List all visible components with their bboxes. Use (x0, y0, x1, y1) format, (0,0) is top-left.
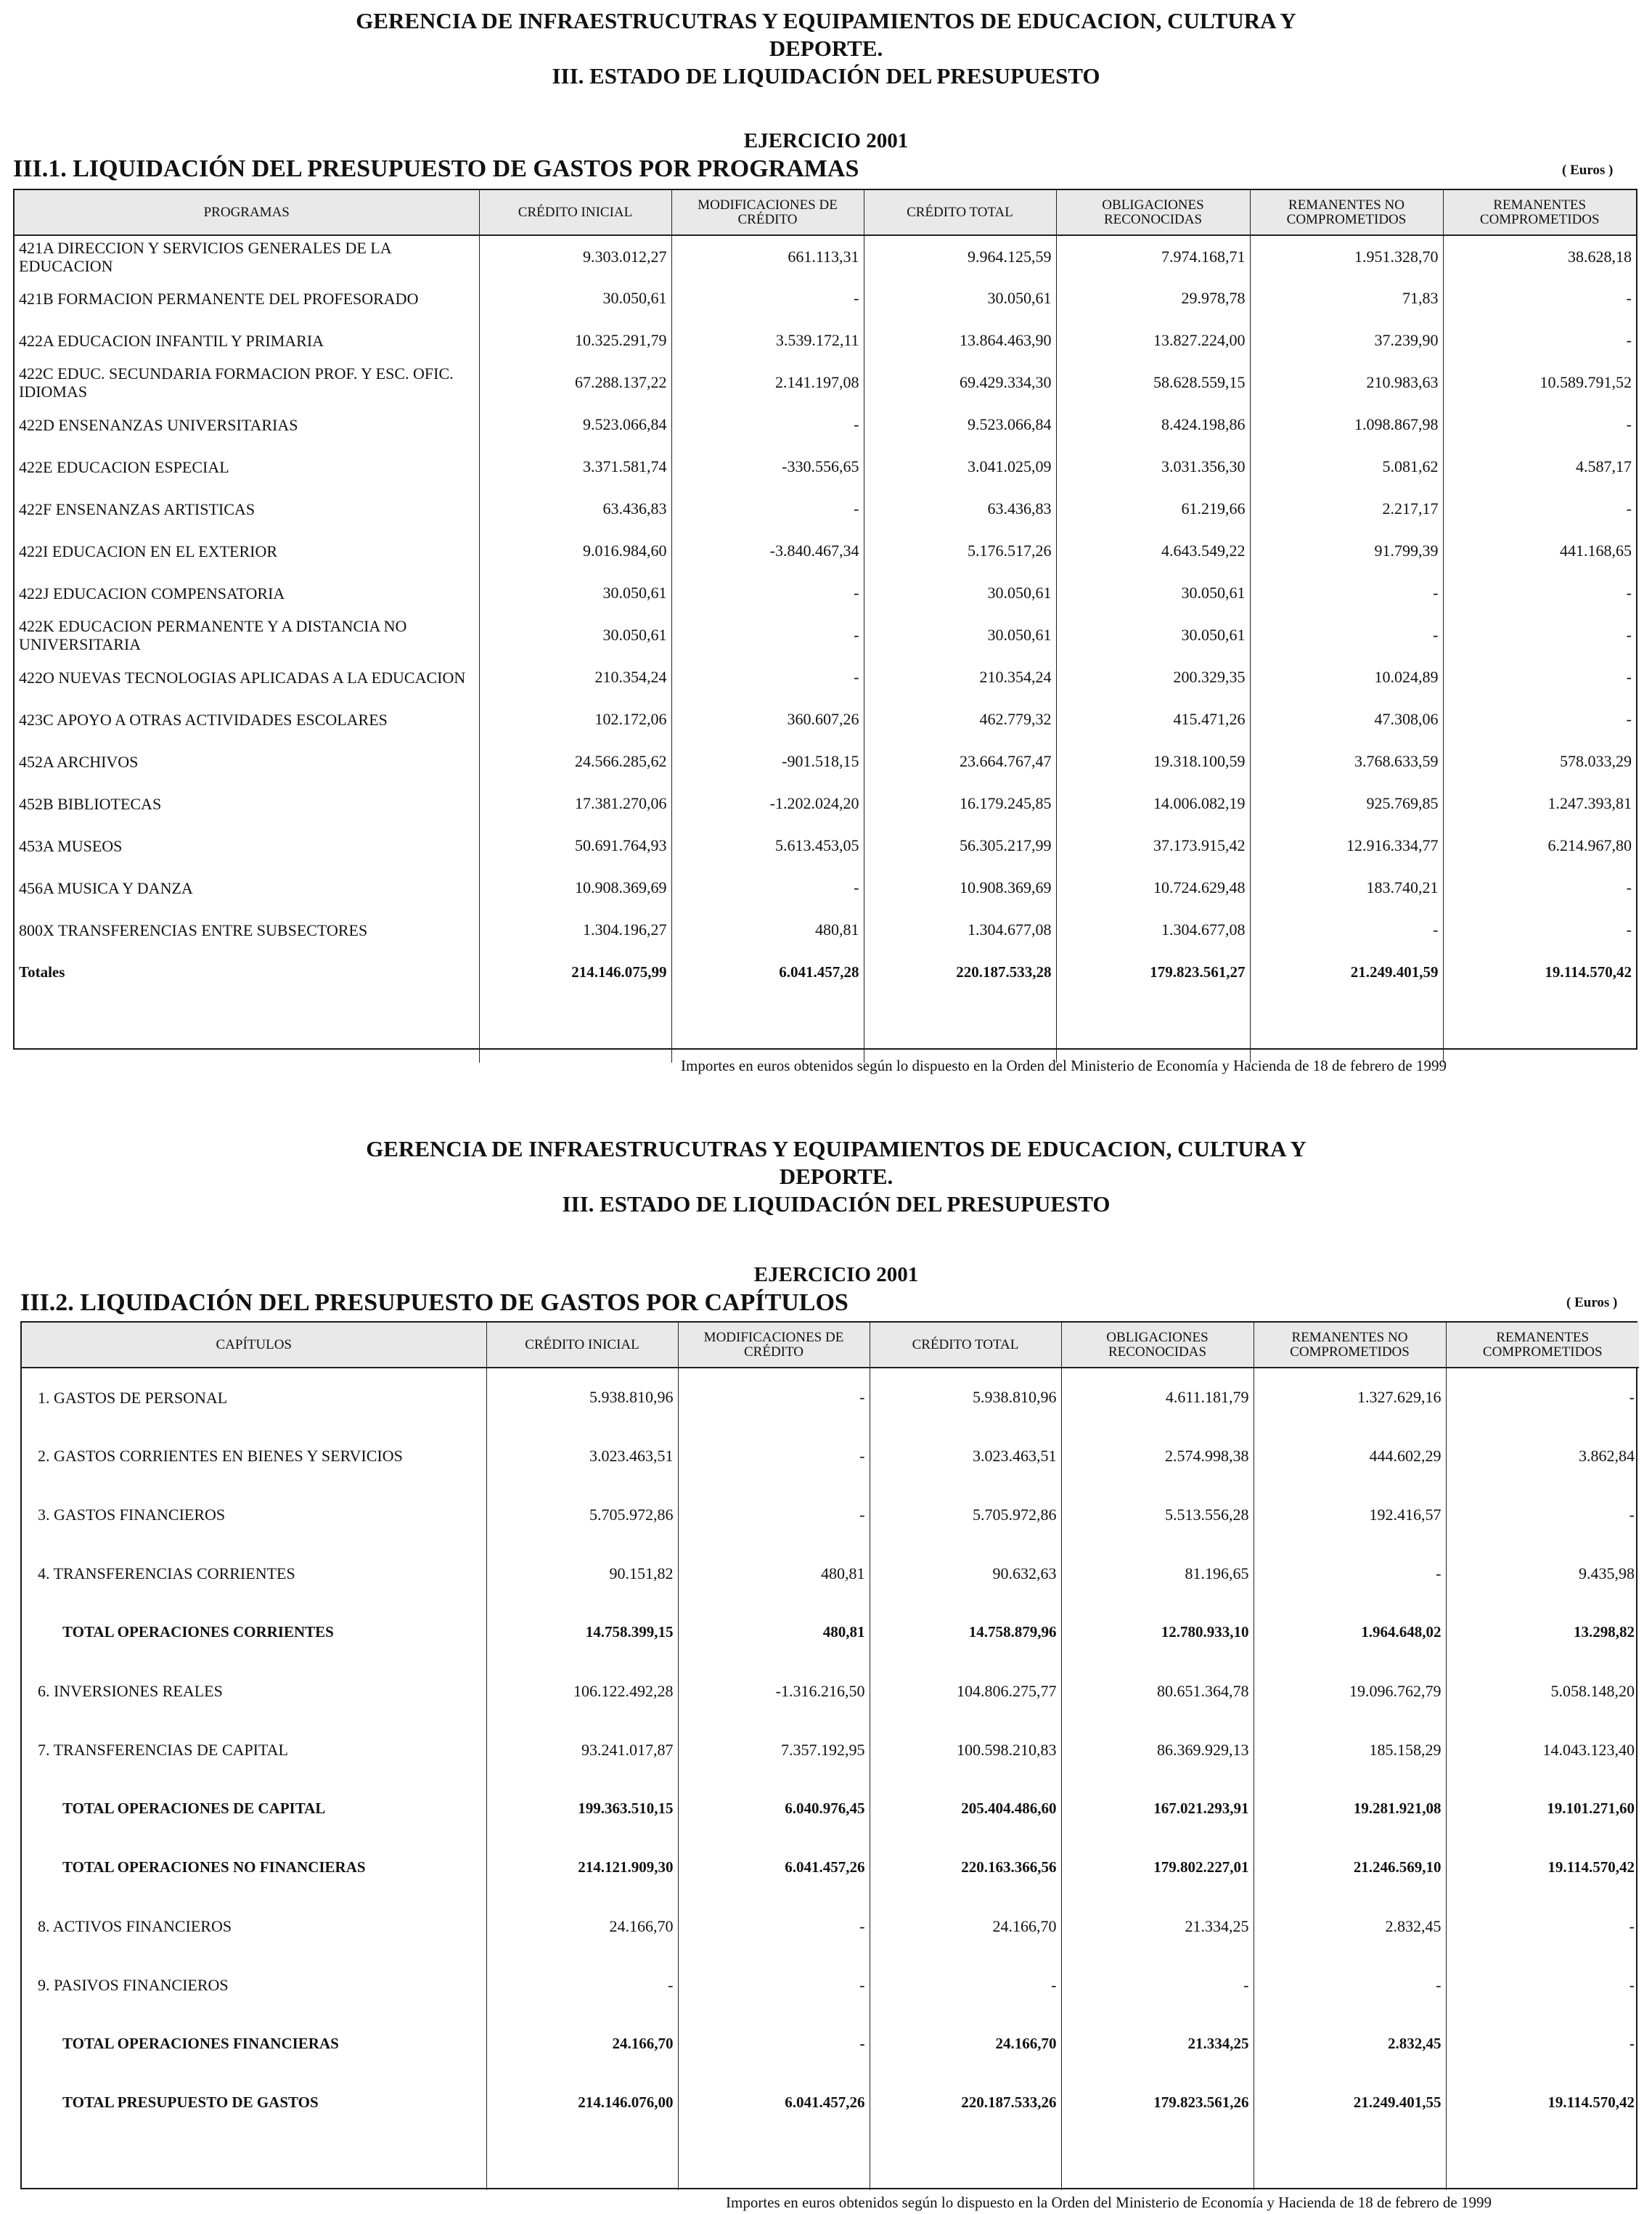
row-label: 7. TRANSFERENCIAS DE CAPITAL (22, 1720, 486, 1779)
cell-inicial: 102.172,06 (479, 698, 671, 740)
empty-cell (22, 2132, 486, 2190)
table-row (15, 740, 1636, 783)
cell-oblig: 10.724.629,48 (1056, 867, 1250, 909)
page2-header-line1: GERENCIA DE INFRAESTRUCUTRAS Y EQUIPAMIENTOS DE EDUCACION, CULTURA Y (366, 1136, 1307, 1161)
cell-rem-no: - (1250, 614, 1443, 656)
cell-total: 210.354,24 (864, 656, 1056, 698)
cell-rem-no: 183.740,21 (1250, 867, 1443, 909)
col-header-remanentes-no: REMANENTES NO COMPROMETIDOS (1254, 1323, 1446, 1368)
cell-oblig: 58.628.559,15 (1056, 361, 1250, 404)
total-row (22, 2073, 1639, 2132)
cell-inicial: 106.122.492,28 (486, 1662, 678, 1720)
table-row (22, 1720, 1639, 1779)
cell-rem-no: 19.096.762,79 (1254, 1662, 1446, 1720)
cell-modif: - (671, 572, 864, 614)
cell-total: 23.664.767,47 (864, 740, 1056, 783)
cell-oblig: 179.802.227,01 (1061, 1838, 1254, 1897)
cell-inicial: 9.016.984,60 (479, 530, 671, 572)
table-row (15, 572, 1636, 614)
table-row (15, 909, 1636, 951)
page2-ejercicio: EJERCICIO 2001 (753, 1263, 919, 1286)
cell-oblig: 21.334,25 (1061, 1897, 1254, 1956)
cell-modif: 6.041.457,26 (678, 1838, 870, 1897)
cell-rem-comp: 4.587,17 (1576, 457, 1632, 475)
cell-inicial: 10.325.291,79 (479, 319, 671, 361)
cell-modif: 360.607,26 (671, 698, 864, 740)
cell-rem-comp: - (1629, 1388, 1635, 1406)
cell-modif: - (671, 488, 864, 530)
cell-rem-comp: - (1629, 2035, 1635, 2052)
col-header-modificaciones: MODIFICACIONES DE CRÉDITO (671, 190, 864, 235)
cell-total: 205.404.486,60 (870, 1779, 1061, 1838)
cell-rem-no: 925.769,85 (1250, 783, 1443, 825)
cell-inicial: 90.151,82 (486, 1544, 678, 1603)
row-label: 422J EDUCACION COMPENSATORIA (15, 572, 479, 614)
cell-inicial: 24.166,70 (486, 2014, 678, 2073)
page2-section-title: III.2. LIQUIDACIÓN DEL PRESUPUESTO DE GASTOS POR CAPÍTULOS (20, 1289, 849, 1316)
table-row (15, 404, 1636, 446)
cell-rem-no: - (1250, 909, 1443, 951)
col-header-credito-inicial: CRÉDITO INICIAL (479, 190, 671, 235)
cell-inicial: 1.304.196,27 (479, 909, 671, 951)
cell-rem-comp: - (1626, 331, 1632, 349)
cell-total: 3.023.463,51 (870, 1426, 1061, 1485)
cell-modif: 2.141.197,08 (671, 361, 864, 404)
table-row (15, 698, 1636, 740)
cell-rem-comp: 578.033,29 (1560, 752, 1632, 770)
cell-rem-no: 47.308,06 (1250, 698, 1443, 740)
cell-rem-comp: 441.168,65 (1560, 542, 1632, 560)
cell-rem-no: 19.281.921,08 (1254, 1779, 1446, 1838)
cell-modif: - (678, 1368, 870, 1426)
row-label: 422O NUEVAS TECNOLOGIAS APLICADAS A LA EDUCACION (15, 656, 479, 698)
cell-rem-no: 210.983,63 (1250, 361, 1443, 404)
cell-oblig: 30.050,61 (1056, 572, 1250, 614)
cell-rem-comp: 13.298,82 (1574, 1623, 1635, 1641)
cell-modif: - (671, 277, 864, 319)
empty-cell (1061, 2132, 1254, 2190)
cell-modif: 6.041.457,26 (678, 2073, 870, 2132)
row-label: TOTAL OPERACIONES NO FINANCIERAS (22, 1838, 486, 1897)
page1-units: ( Euros ) (1562, 163, 1614, 178)
cell-oblig: 8.424.198,86 (1056, 404, 1250, 446)
page2-header-line3: III. ESTADO DE LIQUIDACIÓN DEL PRESUPUESTO (562, 1191, 1111, 1217)
total-row (22, 1779, 1639, 1838)
row-label: 6. INVERSIONES REALES (22, 1662, 486, 1720)
cell-rem-no: 21.246.569,10 (1254, 1838, 1446, 1897)
page2-footnote: Importes en euros obtenidos según lo dispuesto en la Orden del Ministerio de Economía y Hacienda de 18 de febrero de 1999 (726, 2194, 1492, 2211)
cell-total: 24.166,70 (870, 2014, 1061, 2073)
cell-rem-no: 192.416,57 (1254, 1485, 1446, 1544)
cell-total: 56.305.217,99 (864, 825, 1056, 867)
cell-modif: - (678, 1956, 870, 2014)
cell-inicial: 30.050,61 (479, 572, 671, 614)
table-row (22, 1485, 1639, 1544)
cell-rem-comp: 9.435,98 (1579, 1564, 1635, 1582)
cell-inicial: 17.381.270,06 (479, 783, 671, 825)
col-header-credito-total: CRÉDITO TOTAL (870, 1323, 1061, 1368)
cell-inicial: 5.938.810,96 (486, 1368, 678, 1426)
cell-oblig: 5.513.556,28 (1061, 1485, 1254, 1544)
cell-rem-no: 37.239,90 (1250, 319, 1443, 361)
cell-rem-no: 21.249.401,55 (1254, 2073, 1446, 2132)
table-row (15, 783, 1636, 825)
table-row (15, 446, 1636, 488)
col-header-modificaciones: MODIFICACIONES DE CRÉDITO (678, 1323, 870, 1368)
row-label: TOTAL OPERACIONES CORRIENTES (22, 1603, 486, 1662)
cell-rem-comp: 10.589.791,52 (1539, 373, 1632, 391)
col-header-credito-total: CRÉDITO TOTAL (864, 190, 1056, 235)
cell-rem-comp: - (1626, 415, 1632, 433)
cell-inicial: 3.023.463,51 (486, 1426, 678, 1485)
page1-header (0, 7, 1652, 90)
cell-oblig: 415.471,26 (1056, 698, 1250, 740)
table-row (22, 1662, 1639, 1720)
cell-oblig: 4.643.549,22 (1056, 530, 1250, 572)
cell-rem-no: - (1254, 1544, 1446, 1603)
cell-oblig: 86.369.929,13 (1061, 1720, 1254, 1779)
table-spacer-row (22, 2132, 1639, 2190)
cell-rem-comp: - (1626, 499, 1632, 518)
cell-modif: - (678, 1897, 870, 1956)
cell-inicial: 10.908.369,69 (479, 867, 671, 909)
row-label: TOTAL PRESUPUESTO DE GASTOS (22, 2073, 486, 2132)
empty-cell (1443, 993, 1636, 1063)
empty-cell (1056, 993, 1250, 1063)
row-label: 422C EDUC. SECUNDARIA FORMACION PROF. Y ESC. OFIC. IDIOMAS (15, 361, 479, 404)
row-label: 422A EDUCACION INFANTIL Y PRIMARIA (15, 319, 479, 361)
cell-rem-comp: 19.114.570,42 (1547, 1858, 1635, 1876)
cell-oblig: 29.978,78 (1056, 277, 1250, 319)
cell-oblig: 14.006.082,19 (1056, 783, 1250, 825)
total-row (22, 1603, 1639, 1662)
cell-total: 462.779,32 (864, 698, 1056, 740)
cell-modif: -330.556,65 (671, 446, 864, 488)
cell-total: 90.632,63 (870, 1544, 1061, 1603)
cell-total: 30.050,61 (864, 277, 1056, 319)
cell-rem-comp: 19.114.570,42 (1547, 2094, 1635, 2111)
cell-rem-comp: - (1629, 1975, 1635, 1994)
cell-rem-comp: 14.043.123,40 (1542, 1740, 1635, 1759)
total-row (22, 2014, 1639, 2073)
row-label: 800X TRANSFERENCIAS ENTRE SUBSECTORES (15, 909, 479, 951)
row-label: 453A MUSEOS (15, 825, 479, 867)
cell-oblig: 4.611.181,79 (1061, 1368, 1254, 1426)
cell-rem-no: - (1250, 572, 1443, 614)
cell-modif: 661.113,31 (671, 235, 864, 277)
cell-oblig: 2.574.998,38 (1061, 1426, 1254, 1485)
cell-inicial: 50.691.764,93 (479, 825, 671, 867)
empty-cell (1250, 993, 1443, 1063)
table-row (22, 1426, 1639, 1485)
cell-inicial: 9.303.012,27 (479, 235, 671, 277)
cell-rem-no: 21.249.401,59 (1250, 951, 1443, 993)
page1-header-line2: DEPORTE. (769, 36, 883, 61)
cell-oblig: 19.318.100,59 (1056, 740, 1250, 783)
table-row (15, 530, 1636, 572)
cell-oblig: 200.329,35 (1056, 656, 1250, 698)
page2-units: ( Euros ) (1566, 1295, 1618, 1310)
cell-rem-no: 2.832,45 (1254, 2014, 1446, 2073)
cell-rem-no: 10.024,89 (1250, 656, 1443, 698)
cell-oblig: 7.974.168,71 (1056, 235, 1250, 277)
cell-total: 220.187.533,28 (864, 951, 1056, 993)
table-row (15, 361, 1636, 404)
cell-inicial: 214.146.076,00 (486, 2073, 678, 2132)
cell-oblig: 30.050,61 (1056, 614, 1250, 656)
table-row (15, 488, 1636, 530)
cell-inicial: 67.288.137,22 (479, 361, 671, 404)
row-label: TOTAL OPERACIONES DE CAPITAL (22, 1779, 486, 1838)
cell-rem-no: 185.158,29 (1254, 1720, 1446, 1779)
table-row (15, 319, 1636, 361)
cell-rem-comp: - (1629, 1916, 1635, 1935)
cell-inicial: 214.121.909,30 (486, 1838, 678, 1897)
cell-total: 3.041.025,09 (864, 446, 1056, 488)
table-header-row (22, 1323, 1639, 1368)
cell-modif: - (678, 1485, 870, 1544)
cell-rem-comp: 5.058.148,20 (1550, 1681, 1635, 1700)
cell-modif: - (678, 1426, 870, 1485)
cell-inicial: 199.363.510,15 (486, 1779, 678, 1838)
cell-oblig: 167.021.293,91 (1061, 1779, 1254, 1838)
cell-total: 9.523.066,84 (864, 404, 1056, 446)
cell-oblig: 81.196,65 (1061, 1544, 1254, 1603)
cell-oblig: 179.823.561,26 (1061, 2073, 1254, 2132)
cell-total: 14.758.879,96 (870, 1603, 1061, 1662)
col-header-obligaciones: OBLIGACIONES RECONOCIDAS (1061, 1323, 1254, 1368)
cell-inicial: 30.050,61 (479, 277, 671, 319)
cell-rem-no: 444.602,29 (1254, 1426, 1446, 1485)
cell-modif: -3.840.467,34 (671, 530, 864, 572)
cell-total: 63.436,83 (864, 488, 1056, 530)
cell-rem-no: 3.768.633,59 (1250, 740, 1443, 783)
cell-total: 13.864.463,90 (864, 319, 1056, 361)
col-header-remanentes-comp: REMANENTES COMPROMETIDOS (1443, 190, 1636, 235)
table-row (22, 1368, 1639, 1426)
col-header-obligaciones: OBLIGACIONES RECONOCIDAS (1056, 190, 1250, 235)
cell-rem-no: 1.951.328,70 (1250, 235, 1443, 277)
row-label: 422K EDUCACION PERMANENTE Y A DISTANCIA NO UNIVERSITARIA (15, 614, 479, 656)
col-header-programas: PROGRAMAS (15, 190, 479, 235)
cell-rem-comp: 19.114.570,42 (1545, 963, 1632, 981)
cell-rem-no: 1.098.867,98 (1250, 404, 1443, 446)
cell-total: 69.429.334,30 (864, 361, 1056, 404)
cell-total: 30.050,61 (864, 614, 1056, 656)
col-header-capitulos: CAPÍTULOS (22, 1323, 486, 1368)
empty-cell (486, 2132, 678, 2190)
cell-modif: -1.202.024,20 (671, 783, 864, 825)
cell-total: 220.187.533,26 (870, 2073, 1061, 2132)
cell-rem-comp: - (1626, 878, 1632, 896)
cell-inicial: 3.371.581,74 (479, 446, 671, 488)
cell-total: 16.179.245,85 (864, 783, 1056, 825)
empty-cell (1446, 2132, 1639, 2190)
cell-rem-comp: 1.247.393,81 (1547, 794, 1632, 812)
row-label: TOTAL OPERACIONES FINANCIERAS (22, 2014, 486, 2073)
cell-oblig: 3.031.356,30 (1056, 446, 1250, 488)
row-label: 9. PASIVOS FINANCIEROS (22, 1956, 486, 2014)
row-label: 4. TRANSFERENCIAS CORRIENTES (22, 1544, 486, 1603)
page1-header-line3: III. ESTADO DE LIQUIDACIÓN DEL PRESUPUESTO (552, 63, 1100, 89)
cell-total: 5.705.972,86 (870, 1485, 1061, 1544)
table-row (15, 867, 1636, 909)
cell-oblig: 12.780.933,10 (1061, 1603, 1254, 1662)
cell-rem-comp: - (1626, 626, 1632, 644)
empty-cell (479, 993, 671, 1063)
cell-total: 5.176.517,26 (864, 530, 1056, 572)
cell-modif: -1.316.216,50 (678, 1662, 870, 1720)
cell-oblig: 61.219,66 (1056, 488, 1250, 530)
cell-modif: 6.040.976,45 (678, 1779, 870, 1838)
cell-modif: - (671, 867, 864, 909)
cell-inicial: - (486, 1956, 678, 2014)
empty-cell (678, 2132, 870, 2190)
cell-rem-no: 1.327.629,16 (1254, 1368, 1446, 1426)
cell-oblig: 1.304.677,08 (1056, 909, 1250, 951)
cell-modif: 3.539.172,11 (671, 319, 864, 361)
empty-cell (1254, 2132, 1446, 2190)
cell-total: 104.806.275,77 (870, 1662, 1061, 1720)
cell-modif: - (671, 404, 864, 446)
cell-total: 1.304.677,08 (864, 909, 1056, 951)
empty-cell (671, 993, 864, 1063)
page1-section-title: III.1. LIQUIDACIÓN DEL PRESUPUESTO DE GASTOS POR PROGRAMAS (13, 155, 859, 182)
cell-rem-comp: - (1626, 920, 1632, 939)
table-row (22, 1956, 1639, 2014)
cell-modif: 480,81 (678, 1544, 870, 1603)
cell-modif: 480,81 (671, 909, 864, 951)
cell-total: 220.163.366,56 (870, 1838, 1061, 1897)
cell-inicial: 30.050,61 (479, 614, 671, 656)
table-row (22, 1544, 1639, 1603)
cell-total: - (870, 1956, 1061, 2014)
cell-rem-comp: 38.628,18 (1568, 247, 1632, 266)
cell-total: 100.598.210,83 (870, 1720, 1061, 1779)
cell-inicial: 214.146.075,99 (479, 951, 671, 993)
page1-footnote: Importes en euros obtenidos según lo dispuesto en la Orden del Ministerio de Economía y Hacienda de 18 de febrero de 1999 (681, 1057, 1447, 1074)
cell-rem-no: 12.916.334,77 (1250, 825, 1443, 867)
table-row (15, 614, 1636, 656)
col-header-remanentes-no: REMANENTES NO COMPROMETIDOS (1250, 190, 1443, 235)
cell-modif: 480,81 (678, 1603, 870, 1662)
cell-oblig: 21.334,25 (1061, 2014, 1254, 2073)
row-label: 423C APOYO A OTRAS ACTIVIDADES ESCOLARES (15, 698, 479, 740)
capitulos-table (20, 1321, 1637, 2189)
cell-inicial: 24.166,70 (486, 1897, 678, 1956)
cell-rem-comp: - (1626, 710, 1632, 728)
table-row (15, 277, 1636, 319)
row-label: 3. GASTOS FINANCIEROS (22, 1485, 486, 1544)
cell-modif: - (678, 2014, 870, 2073)
cell-inicial: 9.523.066,84 (479, 404, 671, 446)
cell-rem-no: - (1254, 1956, 1446, 2014)
page2-header (0, 1135, 1652, 1218)
cell-rem-no: 2.217,17 (1250, 488, 1443, 530)
row-label: 8. ACTIVOS FINANCIEROS (22, 1897, 486, 1956)
cell-oblig: 80.651.364,78 (1061, 1662, 1254, 1720)
col-header-remanentes-comp: REMANENTES COMPROMETIDOS (1446, 1323, 1639, 1368)
total-row (22, 1838, 1639, 1897)
table-row (22, 1897, 1639, 1956)
row-label: 456A MUSICA Y DANZA (15, 867, 479, 909)
cell-rem-comp: 6.214.967,80 (1547, 836, 1632, 854)
cell-inicial: 24.566.285,62 (479, 740, 671, 783)
cell-modif: -901.518,15 (671, 740, 864, 783)
cell-rem-comp: - (1626, 668, 1632, 686)
cell-rem-comp: 19.101.271,60 (1547, 1800, 1635, 1817)
page2-header-line2: DEPORTE. (779, 1164, 894, 1189)
cell-modif: 5.613.453,05 (671, 825, 864, 867)
page1-header-line1: GERENCIA DE INFRAESTRUCUTRAS Y EQUIPAMIENTOS DE EDUCACION, CULTURA Y (356, 8, 1296, 33)
row-label: 422F ENSENANZAS ARTISTICAS (15, 488, 479, 530)
row-label: 421A DIRECCION Y SERVICIOS GENERALES DE LA EDUCACION (15, 235, 479, 277)
empty-cell (15, 993, 479, 1063)
cell-modif: 6.041.457,28 (671, 951, 864, 993)
cell-oblig: 179.823.561,27 (1056, 951, 1250, 993)
cell-inicial: 210.354,24 (479, 656, 671, 698)
col-header-credito-inicial: CRÉDITO INICIAL (486, 1323, 678, 1368)
cell-rem-no: 91.799,39 (1250, 530, 1443, 572)
cell-rem-no: 71,83 (1250, 277, 1443, 319)
cell-inicial: 14.758.399,15 (486, 1603, 678, 1662)
cell-rem-comp: - (1626, 584, 1632, 602)
row-label: 422I EDUCACION EN EL EXTERIOR (15, 530, 479, 572)
programas-table (13, 189, 1637, 1050)
cell-rem-no: 5.081,62 (1250, 446, 1443, 488)
table-row (15, 825, 1636, 867)
cell-modif: - (671, 614, 864, 656)
row-label: 1. GASTOS DE PERSONAL (22, 1368, 486, 1426)
page1-ejercicio: EJERCICIO 2001 (743, 129, 909, 152)
cell-rem-no: 1.964.648,02 (1254, 1603, 1446, 1662)
row-label: 2. GASTOS CORRIENTES EN BIENES Y SERVICIOS (22, 1426, 486, 1485)
cell-modif: - (671, 656, 864, 698)
cell-total: 5.938.810,96 (870, 1368, 1061, 1426)
cell-total: 10.908.369,69 (864, 867, 1056, 909)
table-header-row (15, 190, 1636, 235)
cell-inicial: 93.241.017,87 (486, 1720, 678, 1779)
row-label: 421B FORMACION PERMANENTE DEL PROFESORADO (15, 277, 479, 319)
table-row (15, 656, 1636, 698)
empty-cell (870, 2132, 1061, 2190)
cell-inicial: 5.705.972,86 (486, 1485, 678, 1544)
row-label: 452A ARCHIVOS (15, 740, 479, 783)
cell-total: 9.964.125,59 (864, 235, 1056, 277)
cell-rem-no: 2.832,45 (1254, 1897, 1446, 1956)
table-spacer-row (15, 993, 1636, 1063)
cell-oblig: - (1061, 1956, 1254, 2014)
empty-cell (864, 993, 1056, 1063)
cell-total: 30.050,61 (864, 572, 1056, 614)
table-row (15, 235, 1636, 277)
cell-oblig: 37.173.915,42 (1056, 825, 1250, 867)
cell-inicial: 63.436,83 (479, 488, 671, 530)
total-row (15, 951, 1636, 993)
cell-rem-comp: - (1629, 1505, 1635, 1524)
cell-modif: 7.357.192,95 (678, 1720, 870, 1779)
cell-rem-comp: - (1626, 289, 1632, 307)
row-label: 452B BIBLIOTECAS (15, 783, 479, 825)
row-label: Totales (15, 951, 479, 993)
cell-rem-comp: 3.862,84 (1579, 1446, 1635, 1465)
cell-total: 24.166,70 (870, 1897, 1061, 1956)
row-label: 422E EDUCACION ESPECIAL (15, 446, 479, 488)
cell-oblig: 13.827.224,00 (1056, 319, 1250, 361)
row-label: 422D ENSENANZAS UNIVERSITARIAS (15, 404, 479, 446)
